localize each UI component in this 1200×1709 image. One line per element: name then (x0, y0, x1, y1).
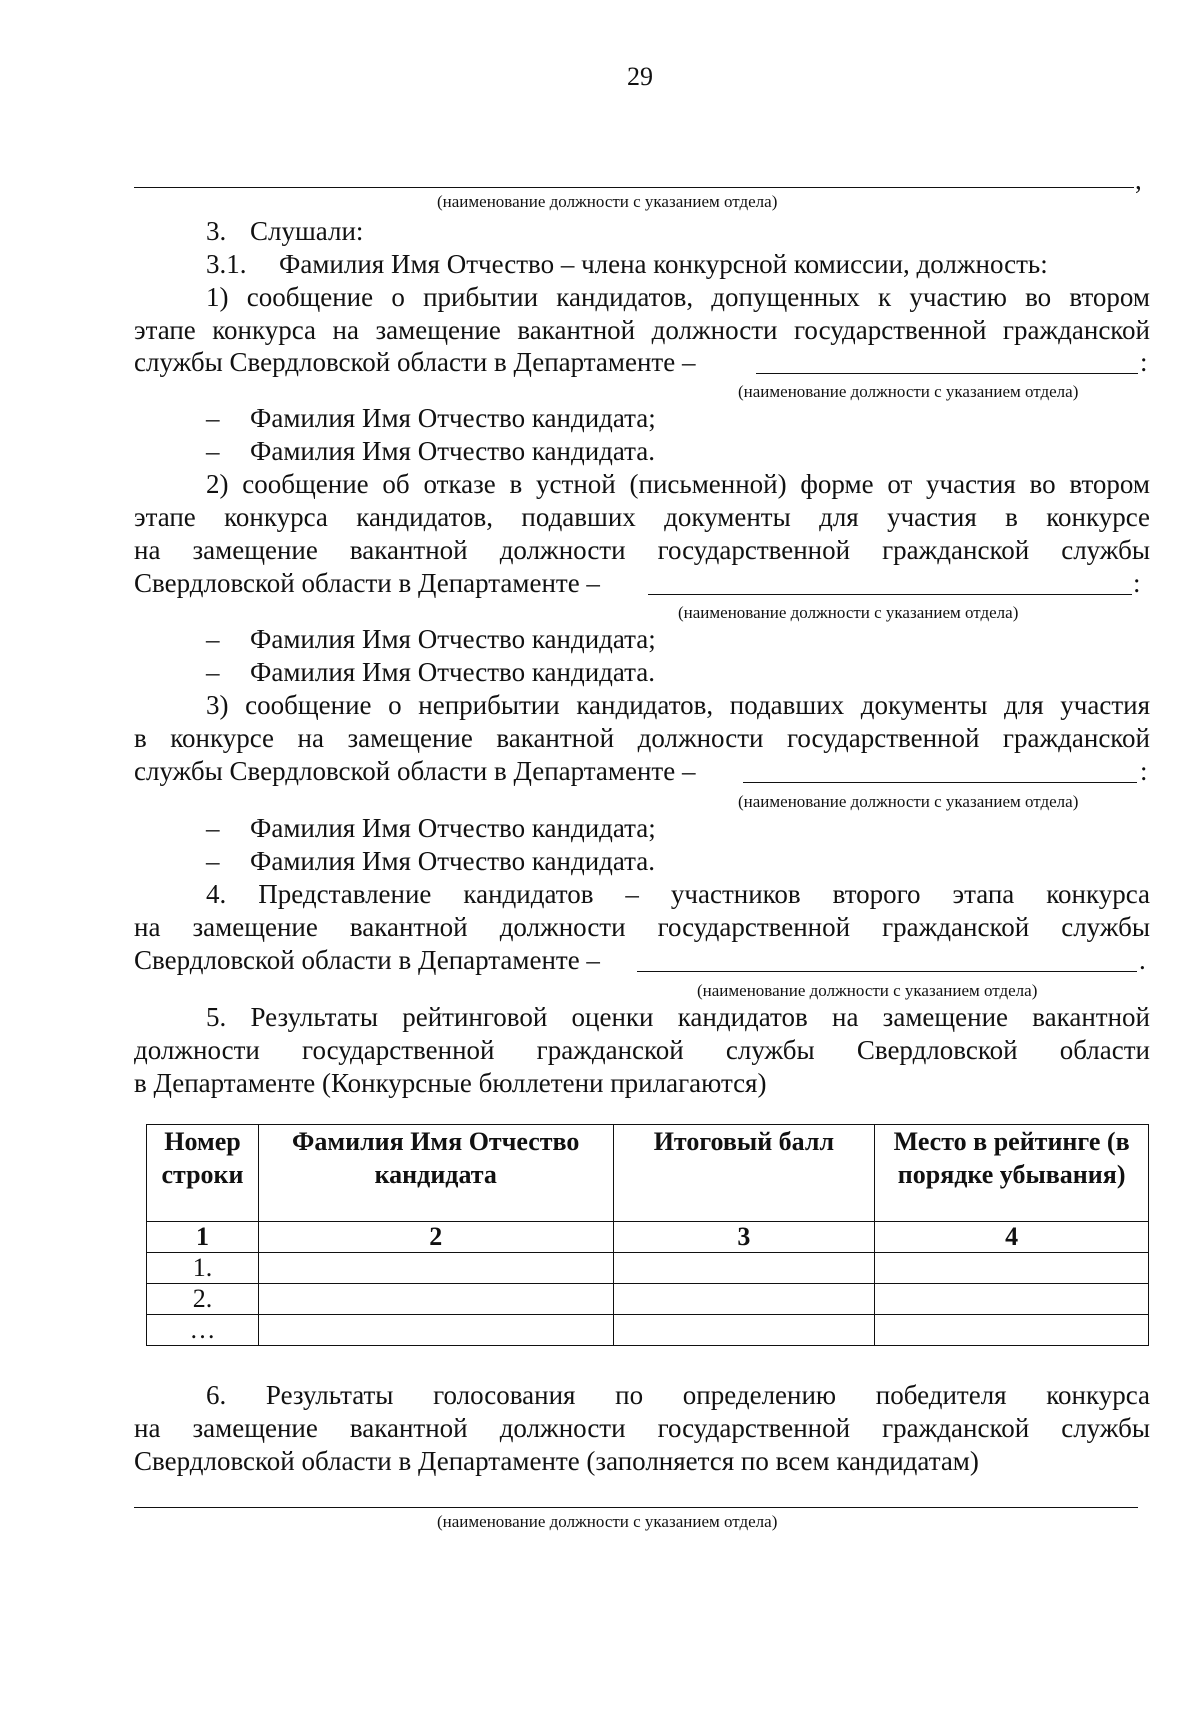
table-column-numbers (147, 1222, 1149, 1253)
p1-candidate-1: Фамилия Имя Отчество кандидата; (250, 403, 656, 433)
p1-line3: службы Свердловской области в Департаменте – (134, 347, 696, 377)
row-number: 2. (147, 1284, 259, 1315)
p1-caption: (наименование должности с указанием отдела) (738, 382, 1079, 401)
p1-colon: : (1140, 347, 1148, 377)
p1-line2: этапе конкурса на замещение вакантной должности государственной гражданской (134, 315, 1150, 345)
item-4-line1: 4. Представление кандидатов – участников второго этапа конкурса (206, 879, 1150, 909)
header-total-score: Итоговый балл (613, 1125, 875, 1222)
p1-blank (756, 373, 1138, 374)
p3-colon: : (1140, 756, 1148, 786)
col-number-1: 1 (147, 1222, 259, 1253)
p3-blank (743, 782, 1137, 783)
item-3-num: 3. (206, 216, 227, 246)
table-row (147, 1253, 1149, 1284)
p3-line2: в конкурсе на замещение вакантной должности государственной гражданской (134, 723, 1150, 753)
p3-line3: службы Свердловской области в Департаменте – (134, 756, 696, 786)
header-row-number: Номер строки (147, 1125, 259, 1222)
table-row (147, 1315, 1149, 1346)
item-4-line3: Свердловской области в Департаменте – (134, 945, 600, 975)
cell-score (613, 1253, 875, 1284)
p2-candidate-1: Фамилия Имя Отчество кандидата; (250, 624, 656, 654)
p3-caption: (наименование должности с указанием отдела) (738, 792, 1079, 811)
item-4-caption: (наименование должности с указанием отдела) (697, 981, 1038, 1000)
cell-score (613, 1315, 875, 1346)
cell-name (258, 1315, 613, 1346)
p2-dash-2: – (206, 657, 220, 687)
cell-place (875, 1315, 1149, 1346)
top-caption: (наименование должности с указанием отдела) (437, 192, 778, 211)
row-number: 1. (147, 1253, 259, 1284)
bottom-caption: (наименование должности с указанием отдела) (437, 1512, 778, 1531)
p3-dash-2: – (206, 846, 220, 876)
item-5-line2: должности государственной гражданской службы Свердловской области (134, 1035, 1150, 1065)
col-number-3: 3 (613, 1222, 875, 1253)
rating-table (146, 1124, 1149, 1346)
p2-caption: (наименование должности с указанием отдела) (678, 603, 1019, 622)
p2-line1: 2) сообщение об отказе в устной (письменной) форме от участия во втором (206, 469, 1150, 499)
p2-line4: Свердловской области в Департаменте – (134, 568, 600, 598)
p3-line1: 3) сообщение о неприбытии кандидатов, подавших документы для участия (206, 690, 1150, 720)
cell-name (258, 1284, 613, 1315)
col-number-4: 4 (875, 1222, 1149, 1253)
p1-dash-2: – (206, 436, 220, 466)
p1-candidate-2: Фамилия Имя Отчество кандидата. (250, 436, 656, 466)
p1-dash-1: – (206, 403, 220, 433)
item-4-blank (637, 971, 1137, 972)
top-blank-line (134, 187, 1134, 188)
header-candidate-name: Фамилия Имя Отчество кандидата (258, 1125, 613, 1222)
item-6-line1: 6. Результаты голосования по определению победителя конкурса (206, 1380, 1150, 1410)
item-5-line1: 5. Результаты рейтинговой оценки кандидатов на замещение вакантной (206, 1002, 1150, 1032)
page-number: 29 (627, 62, 653, 91)
item-31-text: Фамилия Имя Отчество – члена конкурсной комиссии, должность: (279, 249, 1048, 279)
header-rating-place: Место в рейтинге (в порядке убывания) (875, 1125, 1149, 1222)
cell-place (875, 1284, 1149, 1315)
item-4-line2: на замещение вакантной должности государственной гражданской службы (134, 912, 1150, 942)
p1-line1: 1) сообщение о прибытии кандидатов, допущенных к участию во втором (206, 282, 1150, 312)
top-comma: , (1135, 165, 1142, 195)
item-31-num: 3.1. (206, 249, 247, 279)
p2-line3: на замещение вакантной должности государственной гражданской службы (134, 535, 1150, 565)
item-6-line2: на замещение вакантной должности государственной гражданской службы (134, 1413, 1150, 1443)
p3-candidate-1: Фамилия Имя Отчество кандидата; (250, 813, 656, 843)
table-header-row (147, 1125, 1149, 1222)
cell-score (613, 1284, 875, 1315)
item-5-line3: в Департаменте (Конкурсные бюллетени прилагаются) (134, 1068, 767, 1098)
table-row (147, 1284, 1149, 1315)
p2-colon: : (1133, 568, 1141, 598)
item-4-period: . (1139, 945, 1146, 975)
cell-place (875, 1253, 1149, 1284)
p2-candidate-2: Фамилия Имя Отчество кандидата. (250, 657, 656, 687)
col-number-2: 2 (258, 1222, 613, 1253)
p3-candidate-2: Фамилия Имя Отчество кандидата. (250, 846, 656, 876)
row-number: … (147, 1315, 259, 1346)
bottom-blank-line (134, 1507, 1138, 1508)
p2-dash-1: – (206, 624, 220, 654)
item-6-line3: Свердловской области в Департаменте (заполняется по всем кандидатам) (134, 1446, 979, 1476)
cell-name (258, 1253, 613, 1284)
p3-dash-1: – (206, 813, 220, 843)
p2-line2: этапе конкурса кандидатов, подавших документы для участия в конкурсе (134, 502, 1150, 532)
p2-blank (648, 594, 1132, 595)
item-3-text: Слушали: (250, 216, 364, 246)
